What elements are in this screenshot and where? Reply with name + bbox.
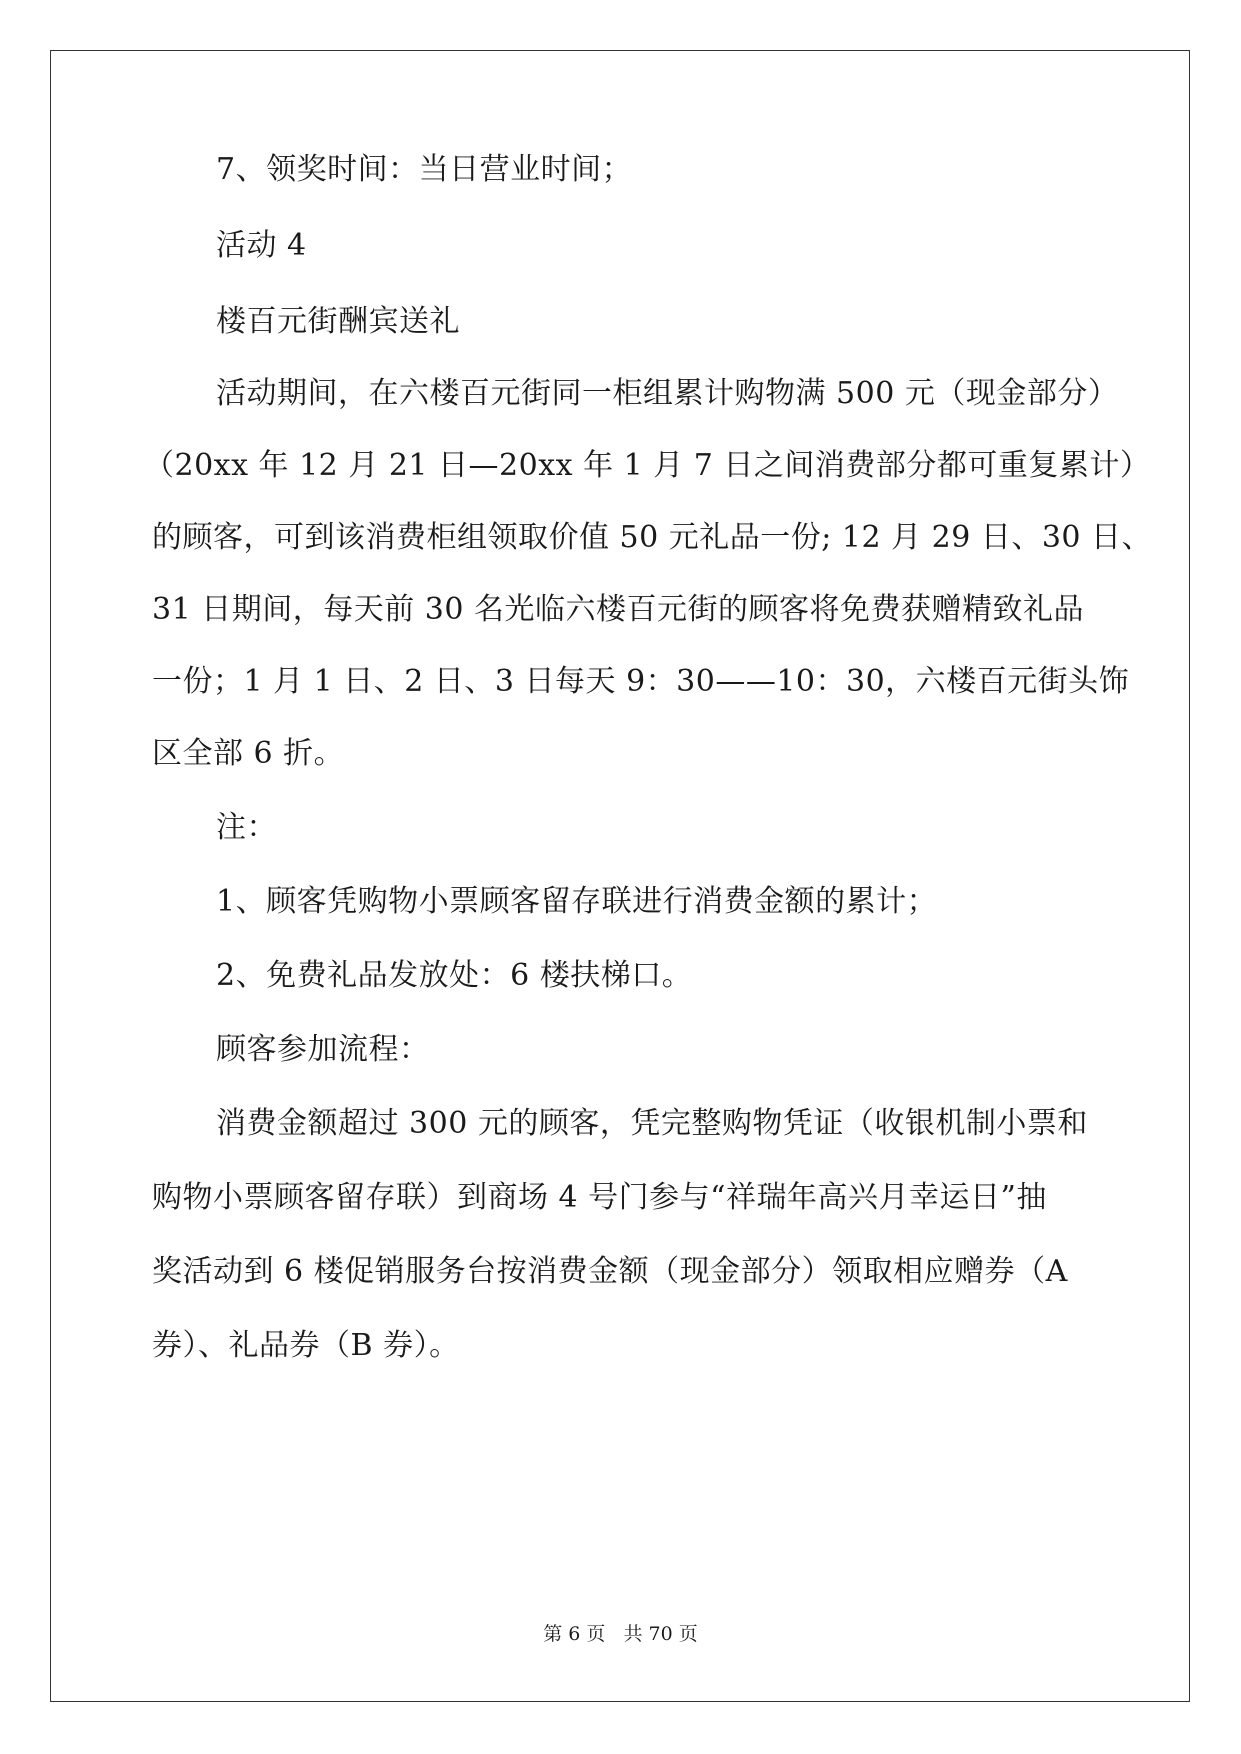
page-number: 第 6 页 xyxy=(543,1623,606,1645)
page-border xyxy=(50,50,1190,1702)
text-line: 31 日期间，每天前 30 名光临六楼百元街的顾客将免费获赠精致礼品 xyxy=(152,592,1084,627)
text-line: 一份；1 月 1 日、2 日、3 日每天 9：30——10：30，六楼百元街头饰 xyxy=(152,664,1130,699)
text-line: 区全部 6 折。 xyxy=(152,736,345,771)
text-line: （20xx 年 12 月 21 日—20xx 年 1 月 7 日之间消费部分都可重复累计） xyxy=(144,448,1151,483)
section-heading: 活动 4 xyxy=(216,228,307,263)
text-line: 券）、礼品券（B 券）。 xyxy=(152,1328,460,1363)
page-total: 共 70 页 xyxy=(623,1623,698,1645)
text-line: 7、领奖时间：当日营业时间； xyxy=(216,152,633,187)
note-heading: 注： xyxy=(216,810,277,845)
page-footer xyxy=(0,1622,1241,1646)
text-line: 的顾客，可到该消费柜组领取价值 50 元礼品一份; 12 月 29 日、30 日、 xyxy=(152,520,1153,555)
text-line: 活动期间，在六楼百元街同一柜组累计购物满 500 元（现金部分） xyxy=(216,376,1119,411)
process-heading: 顾客参加流程： xyxy=(216,1032,430,1067)
text-line: 消费金额超过 300 元的顾客，凭完整购物凭证（收银机制小票和 xyxy=(216,1106,1088,1141)
section-subheading: 楼百元街酬宾送礼 xyxy=(216,304,460,339)
note-item: 1、顾客凭购物小票顾客留存联进行消费金额的累计； xyxy=(216,884,938,919)
note-item: 2、免费礼品发放处：6 楼扶梯口。 xyxy=(216,958,693,993)
text-line: 购物小票顾客留存联）到商场 4 号门参与“祥瑞年高兴月幸运日”抽 xyxy=(152,1180,1047,1215)
text-line: 奖活动到 6 楼促销服务台按消费金额（现金部分）领取相应赠券（A xyxy=(152,1254,1068,1289)
